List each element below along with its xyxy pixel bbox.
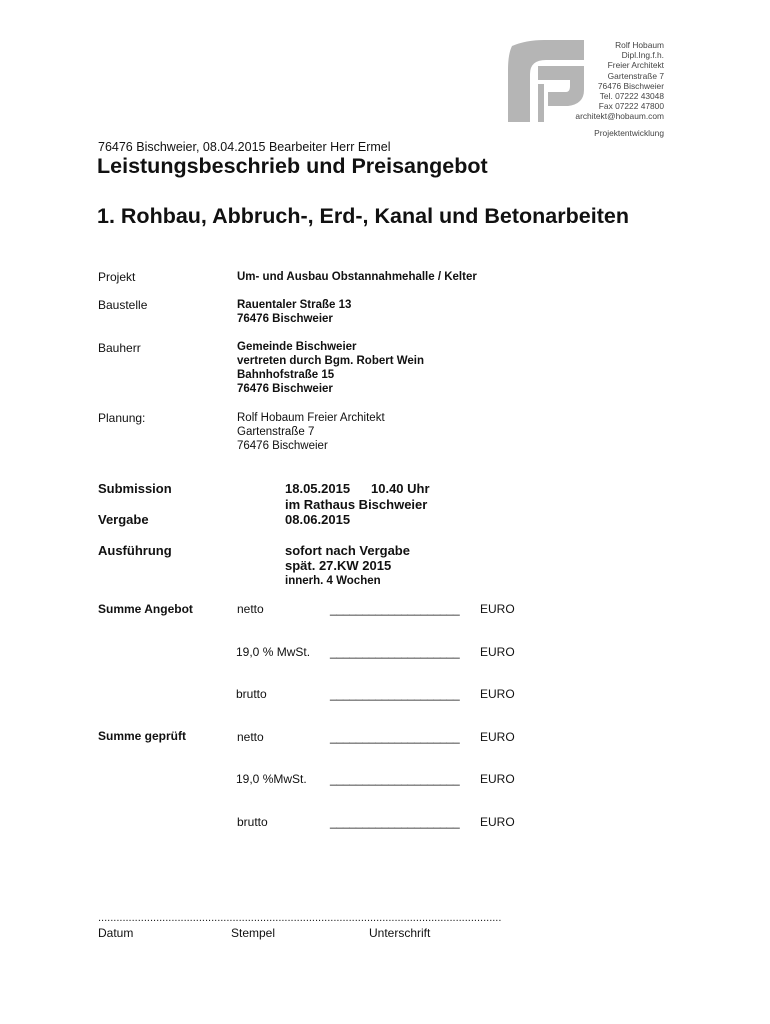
architect-contact-block xyxy=(575,40,664,122)
page-title: Leistungsbeschrieb und Preisangebot xyxy=(97,154,488,178)
angebot-netto-blank[interactable]: ____________________ xyxy=(330,602,460,616)
dateline: 76476 Bischweier, 08.04.2015 Bearbeiter Herr Ermel xyxy=(98,140,391,154)
angebot-brutto-label: brutto xyxy=(236,687,267,701)
ausfuehrung-line: innerh. 4 Wochen xyxy=(285,575,381,587)
section-title: 1. Rohbau, Abbruch-, Erd-, Kanal und Betonarbeiten xyxy=(97,204,629,228)
contact-line: Gartenstraße 7 xyxy=(607,70,664,81)
angebot-netto-label: netto xyxy=(237,602,264,616)
bauherr-line: Gemeinde Bischweier xyxy=(237,341,357,353)
ausfuehrung-label: Ausführung xyxy=(98,543,172,558)
stempel-label: Stempel xyxy=(231,926,276,940)
planung-line: Rolf Hobaum Freier Architekt xyxy=(237,412,385,424)
contact-line: Rolf Hobaum xyxy=(615,40,664,50)
bauherr-line: vertreten durch Bgm. Robert Wein xyxy=(237,355,425,367)
contact-line: Freier Architekt xyxy=(607,60,664,71)
angebot-mwst-currency: EURO xyxy=(480,645,515,659)
vergabe-date: 08.06.2015 xyxy=(285,512,351,527)
contact-line: Fax 07222 47800 xyxy=(598,101,664,112)
geprueft-netto-label: netto xyxy=(237,730,264,744)
angebot-mwst-label: 19,0 % MwSt. xyxy=(236,645,311,659)
geprueft-netto-blank[interactable]: ____________________ xyxy=(330,730,460,744)
planung-line: Gartenstraße 7 xyxy=(237,426,315,438)
baustelle-line: Rauentaler Straße 13 xyxy=(237,299,352,311)
bauherr-line: 76476 Bischweier xyxy=(237,383,333,395)
angebot-brutto-blank[interactable]: ____________________ xyxy=(330,687,460,701)
geprueft-mwst-blank[interactable]: ____________________ xyxy=(330,772,460,786)
angebot-netto-currency: EURO xyxy=(480,602,515,616)
ausfuehrung-line: sofort nach Vergabe xyxy=(285,543,410,558)
summe-angebot-label: Summe Angebot xyxy=(98,602,193,616)
projekt-label: Projekt xyxy=(98,270,136,284)
vergabe-label: Vergabe xyxy=(98,512,149,527)
hobaum-logo-icon xyxy=(504,40,584,122)
contact-line: Tel. 07222 43048 xyxy=(599,91,664,102)
datum-label: Datum xyxy=(98,926,134,940)
ausfuehrung-line: spät. 27.KW 2015 xyxy=(285,558,392,573)
submission-place: im Rathaus Bischweier xyxy=(285,497,428,512)
planung-label: Planung: xyxy=(98,411,146,425)
tagline: Projektentwicklung xyxy=(594,128,664,138)
summe-geprueft-label: Summe geprüft xyxy=(98,729,187,743)
geprueft-netto-currency: EURO xyxy=(480,730,515,744)
signature-line[interactable]: .................................................................................................................................... xyxy=(98,912,502,924)
bauherr-label: Bauherr xyxy=(98,341,141,355)
contact-line: 76476 Bischweier xyxy=(597,80,664,91)
contact-email: architekt@hobaum.com xyxy=(575,111,664,122)
geprueft-brutto-blank[interactable]: ____________________ xyxy=(330,815,460,829)
baustelle-line: 76476 Bischweier xyxy=(237,313,333,325)
geprueft-mwst-currency: EURO xyxy=(480,772,515,786)
bauherr-line: Bahnhofstraße 15 xyxy=(237,369,335,381)
angebot-brutto-currency: EURO xyxy=(480,687,515,701)
baustelle-label: Baustelle xyxy=(98,298,148,312)
submission-date: 18.05.2015 xyxy=(285,481,351,496)
geprueft-brutto-currency: EURO xyxy=(480,815,515,829)
unterschrift-label: Unterschrift xyxy=(369,926,431,940)
planung-line: 76476 Bischweier xyxy=(237,440,328,452)
submission-time: 10.40 Uhr xyxy=(371,481,430,496)
submission-label: Submission xyxy=(98,481,172,496)
geprueft-brutto-label: brutto xyxy=(237,815,268,829)
geprueft-mwst-label: 19,0 %MwSt. xyxy=(236,772,307,786)
angebot-mwst-blank[interactable]: ____________________ xyxy=(330,645,460,659)
projekt-value: Um- und Ausbau Obstannahmehalle / Kelter xyxy=(237,271,477,283)
contact-line: Dipl.Ing.f.h. xyxy=(621,50,664,61)
